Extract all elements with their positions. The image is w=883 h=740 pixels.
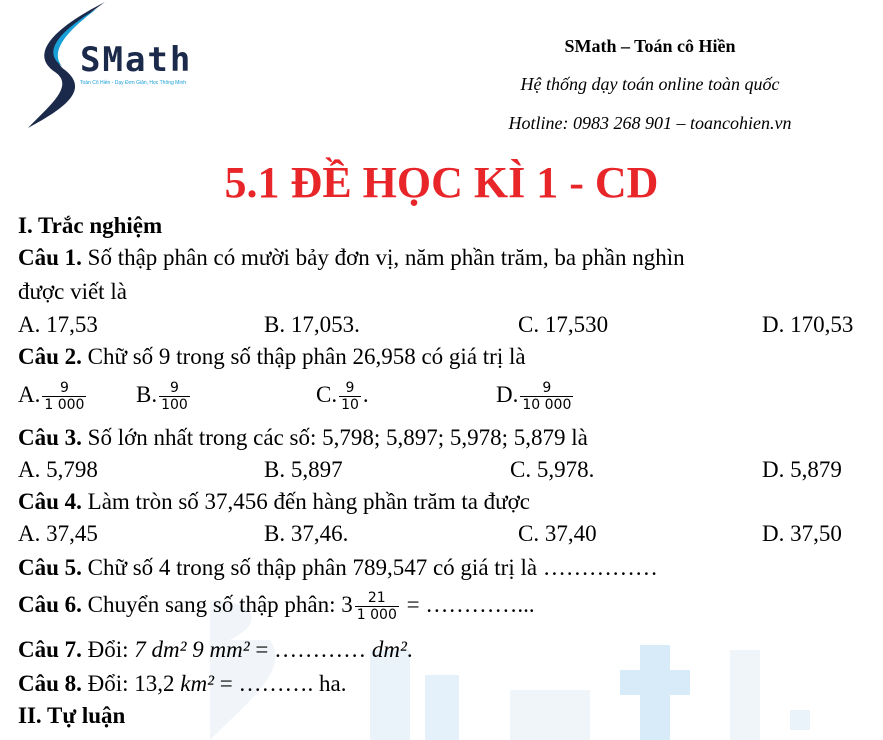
question-3: [18, 424, 588, 452]
question-label: Câu 2.: [18, 344, 82, 369]
question-text: Số lớn nhất trong các số: 5,798; 5,897; 5,978; 5,879 là: [81, 425, 588, 450]
option-b: B. 17,053.: [264, 312, 360, 337]
section-heading-multiple-choice: I. Trắc nghiệm: [18, 213, 163, 238]
section-heading-essay: II. Tự luận: [18, 703, 126, 728]
logo-tagline: Toán Cô Hiền - Dạy Đơn Giản, Học Thông Minh: [80, 80, 187, 86]
question-text: Chuyển sang số thập phân: 3: [81, 591, 353, 617]
option-b: B. 37,46.: [264, 521, 349, 546]
fraction: $\frac{21}{1 000}$: [356, 590, 397, 623]
option-d: D. 5,879: [762, 457, 842, 482]
option-a: A. 17,53: [18, 312, 98, 337]
option-c: C. 5,978.: [510, 457, 595, 482]
logo-wordmark: SMath: [80, 40, 193, 80]
option-a: A. 37,45: [18, 521, 98, 546]
question-text: Số thập phân có mười bảy đơn vị, năm phần trăm, ba phần nghìn: [81, 245, 685, 270]
question-7: Câu 7. Đổi: 7 dm² 9 mm² = ………… dm².: [18, 637, 413, 662]
question-label: Câu 8.: [18, 671, 82, 696]
question-2: [18, 343, 526, 371]
option-b: B. $\frac{9}{100}$: [136, 380, 188, 413]
hotline: Hotline: 0983 268 901 – toancohien.vn: [508, 113, 792, 133]
question-4: [18, 488, 530, 516]
brand-name: SMath – Toán cô Hiền: [564, 36, 736, 56]
option-a: A. $\frac{9}{1 000}$: [18, 380, 85, 413]
math-expression: 7 dm² 9 mm²: [134, 637, 250, 662]
question-1: [18, 244, 685, 272]
option-c: C. 37,40: [518, 521, 597, 546]
question-text: Chữ số 9 trong số thập phân 26,958 có giá trị là: [81, 344, 526, 369]
question-label: Câu 1.: [18, 245, 82, 270]
option-d: D. $\frac{9}{10 000}$: [496, 380, 572, 413]
option-d: D. 170,53: [762, 312, 854, 337]
question-text: Làm tròn số 37,456 đến hàng phần trăm ta được: [81, 489, 531, 514]
question-2-options: [18, 372, 883, 422]
option-d: D. 37,50: [762, 521, 842, 546]
question-5: [18, 554, 658, 582]
question-label: Câu 4.: [18, 489, 82, 514]
brand-subtitle: Hệ thống dạy toán online toàn quốc: [520, 74, 780, 94]
page-title: 5.1 ĐỀ HỌC KÌ 1 - CD: [224, 158, 659, 207]
option-b: B. 5,897: [264, 457, 343, 482]
question-label: Câu 6.: [18, 591, 82, 617]
question-text: Chữ số 4 trong số thập phân 789,547 có giá trị là ……………: [81, 555, 658, 580]
question-1-continued: được viết là: [18, 279, 127, 304]
question-label: Câu 5.: [18, 555, 82, 580]
option-a: A. 5,798: [18, 457, 98, 482]
question-label: Câu 3.: [18, 425, 82, 450]
question-8: Câu 8. Đổi: 13,2 km² = ………. ha.: [18, 671, 347, 696]
question-label: Câu 7.: [18, 637, 82, 662]
option-c: C. 17,530: [518, 312, 609, 337]
question-6: Câu 6. Chuyển sang số thập phân: 3 $\frac{21}{1 000}$ = …………...: [18, 590, 535, 623]
option-c: C. $\frac{9}{10}$ .: [316, 380, 369, 413]
